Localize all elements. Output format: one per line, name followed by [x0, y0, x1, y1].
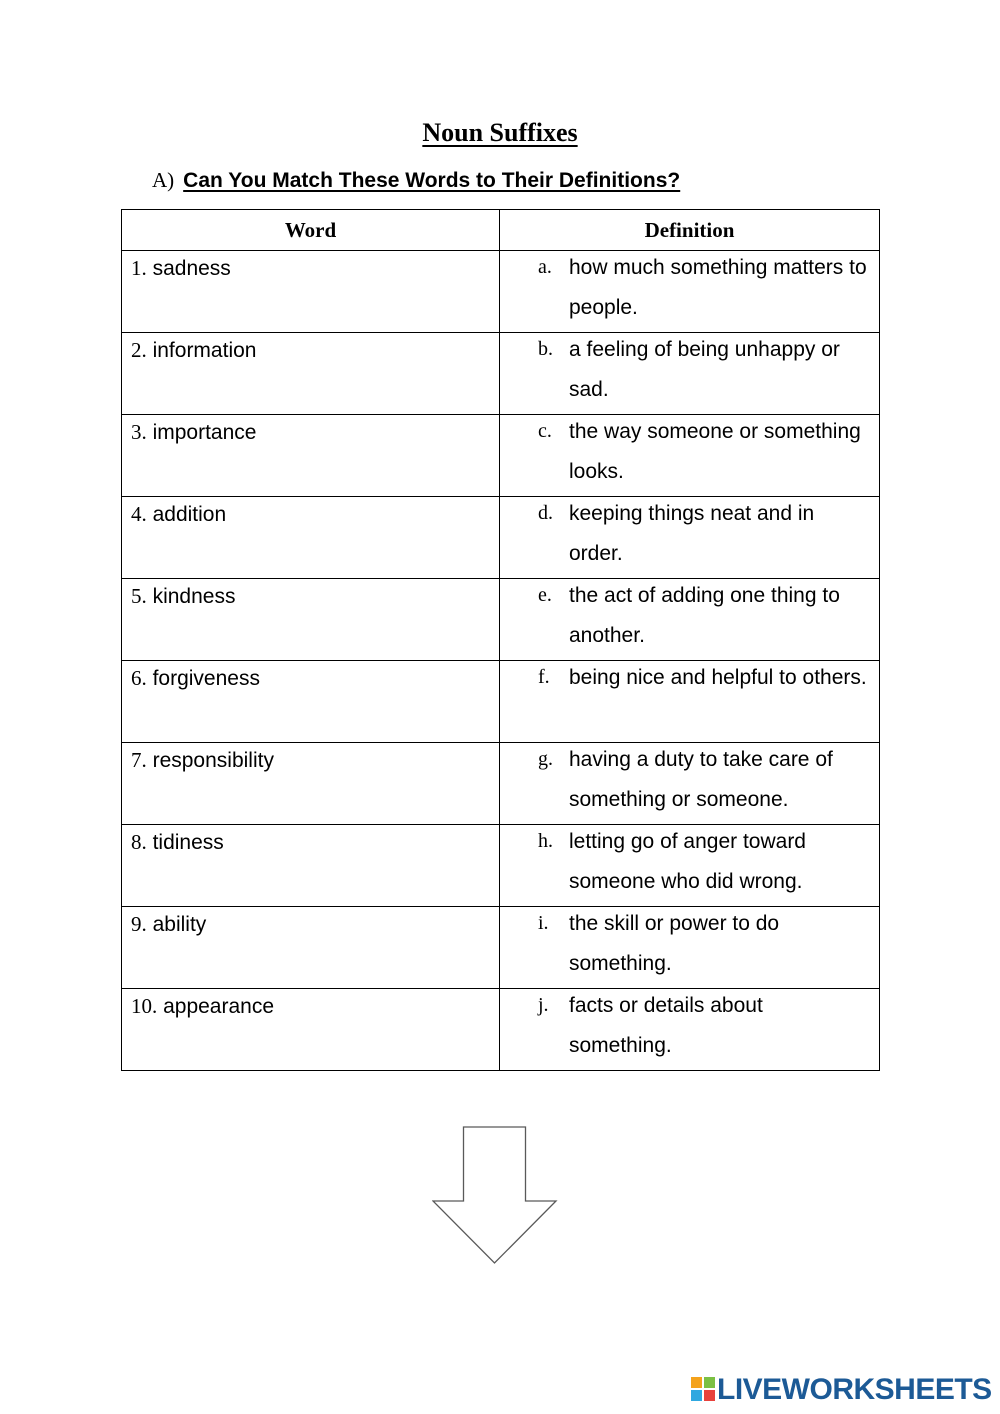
definition-letter: j. [538, 994, 549, 1016]
table-row [122, 251, 880, 333]
section-title: Can You Match These Words to Their Definitions? [183, 169, 681, 192]
definition-cell [500, 661, 880, 743]
word-entry [122, 989, 499, 1022]
definition-entry [500, 415, 879, 492]
word-cell [122, 661, 500, 743]
word-cell [122, 989, 500, 1071]
word-number: 2. [131, 338, 147, 362]
table-row [122, 497, 880, 579]
definition-text: keeping things neat and in order. [569, 502, 815, 565]
definition-cell [500, 415, 880, 497]
word-text: appearance [157, 995, 275, 1018]
definition-cell [500, 825, 880, 907]
table-row [122, 661, 880, 743]
definition-letter: i. [538, 912, 549, 934]
definition-cell [500, 333, 880, 415]
definition-cell [500, 989, 880, 1071]
definition-cell [500, 743, 880, 825]
definition-cell [500, 497, 880, 579]
definition-letter: c. [538, 420, 552, 442]
liveworksheets-logo-icon [691, 1377, 715, 1401]
word-text: kindness [146, 585, 236, 608]
table-row [122, 415, 880, 497]
word-column-header: Word [122, 210, 500, 251]
down-arrow-icon [432, 1126, 558, 1266]
definition-letter: e. [538, 584, 552, 606]
word-text: addition [146, 503, 227, 526]
worksheet-title: Noun Suffixes [422, 118, 578, 147]
word-number: 5. [131, 584, 147, 608]
word-cell [122, 579, 500, 661]
definition-letter: b. [538, 338, 553, 360]
word-entry [122, 497, 499, 530]
table-row [122, 989, 880, 1071]
word-text: information [146, 339, 257, 362]
definition-entry [500, 989, 879, 1066]
definition-text: having a duty to take care of something or someone. [569, 748, 833, 811]
word-number: 1. [131, 256, 147, 280]
definition-cell [500, 907, 880, 989]
word-number: 9. [131, 912, 147, 936]
definition-entry [500, 743, 879, 820]
section-letter: A) [152, 168, 175, 192]
definition-text: a feeling of being unhappy or sad. [569, 338, 840, 401]
word-cell [122, 251, 500, 333]
definition-entry [500, 333, 879, 410]
word-text: tidiness [146, 831, 224, 854]
definition-text: how much something matters to people. [569, 256, 867, 319]
definition-entry [500, 497, 879, 574]
definition-entry [500, 661, 879, 698]
table-row [122, 333, 880, 415]
word-number: 10. [131, 994, 158, 1018]
word-entry [122, 661, 499, 694]
word-entry [122, 743, 499, 776]
definition-text: the act of adding one thing to another. [569, 584, 840, 647]
word-entry [122, 579, 499, 612]
word-number: 3. [131, 420, 147, 444]
liveworksheets-logo-text: LIVEWORKSHEETS [717, 1373, 992, 1406]
word-cell [122, 415, 500, 497]
definition-cell [500, 579, 880, 661]
word-text: responsibility [146, 749, 274, 772]
definition-letter: g. [538, 748, 553, 770]
word-text: sadness [146, 257, 231, 280]
table-row [122, 743, 880, 825]
definition-letter: h. [538, 830, 553, 852]
word-entry [122, 415, 499, 448]
definition-text: the way someone or something looks. [569, 420, 861, 483]
definition-letter: a. [538, 256, 552, 278]
definition-entry [500, 251, 879, 328]
definition-entry [500, 907, 879, 984]
definition-entry [500, 579, 879, 656]
word-cell [122, 743, 500, 825]
word-text: ability [146, 913, 207, 936]
definition-cell [500, 251, 880, 333]
word-number: 4. [131, 502, 147, 526]
word-entry [122, 251, 499, 284]
word-cell [122, 907, 500, 989]
definition-column-header: Definition [500, 210, 880, 251]
definition-letter: d. [538, 502, 553, 524]
word-cell [122, 333, 500, 415]
word-cell [122, 825, 500, 907]
word-number: 7. [131, 748, 147, 772]
matching-table [121, 209, 880, 1071]
table-row [122, 579, 880, 661]
table-row [122, 825, 880, 907]
word-text: importance [146, 421, 257, 444]
definition-entry [500, 825, 879, 902]
definition-letter: f. [538, 666, 550, 688]
word-entry [122, 907, 499, 940]
table-header-row [122, 210, 880, 251]
table-row [122, 907, 880, 989]
section-heading [152, 168, 680, 193]
word-text: forgiveness [146, 667, 260, 690]
definition-text: the skill or power to do something. [569, 912, 780, 975]
word-entry [122, 825, 499, 858]
word-number: 6. [131, 666, 147, 690]
definition-text: facts or details about something. [569, 994, 763, 1057]
word-cell [122, 497, 500, 579]
definition-text: being nice and helpful to others. [569, 666, 867, 689]
word-entry [122, 333, 499, 366]
word-number: 8. [131, 830, 147, 854]
definition-text: letting go of anger toward someone who did wrong. [569, 830, 806, 893]
